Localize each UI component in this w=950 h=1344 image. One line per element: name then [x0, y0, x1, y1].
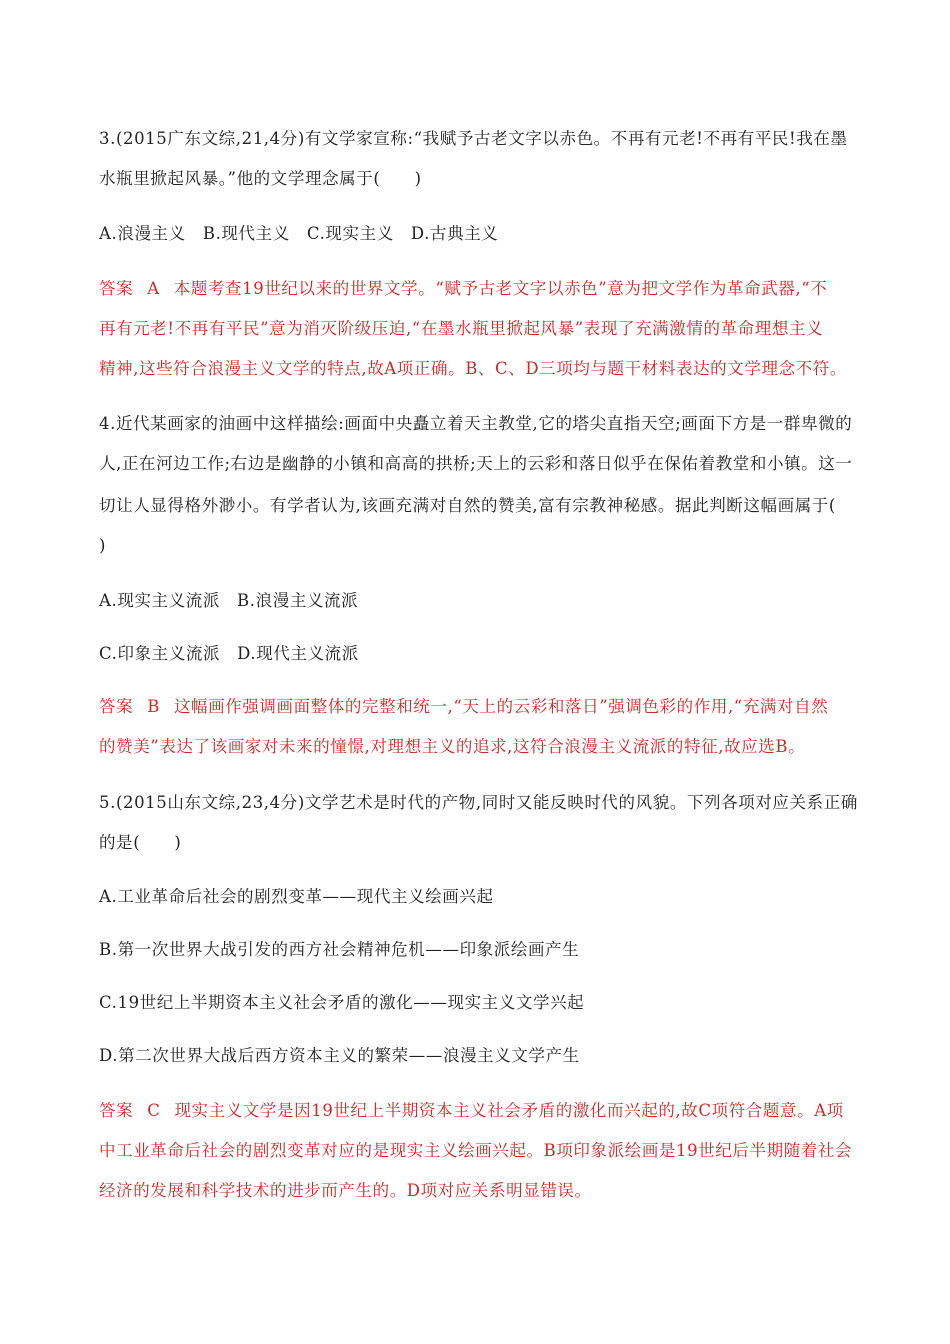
question-3-stem-line-2: 水瓶里掀起风暴。”他的文学理念属于( )	[99, 169, 422, 188]
question-3-answer-line-3: 精神,这些符合浪漫主义文学的特点,故A项正确。B、C、D三项均与题干材料表达的文学理念不符。	[99, 359, 847, 378]
question-4-answer-line-1	[99, 696, 828, 718]
question-3-options: A.浪漫主义 B.现代主义 C.现实主义 D.古典主义	[99, 224, 499, 243]
question-3-answer-line-1	[99, 278, 827, 300]
answer-label: 答案	[99, 279, 134, 298]
answer-label: 答案	[99, 697, 134, 716]
answer-explanation: 本题考查19世纪以来的世界文学。“赋予古老文字以赤色”意为把文学作为革命武器,“不	[173, 279, 828, 298]
question-5-option-b: B.第一次世界大战引发的西方社会精神危机——印象派绘画产生	[99, 940, 580, 959]
question-4-answer-line-2: 的赞美”表达了该画家对未来的憧憬,对理想主义的追求,这符合浪漫主义流派的特征,故应选B。	[99, 737, 806, 756]
answer-explanation: 现实主义文学是因19世纪上半期资本主义社会矛盾的激化而兴起的,故C项符合题意。A项	[174, 1101, 844, 1120]
question-5-option-c: C.19世纪上半期资本主义社会矛盾的激化——现实主义文学兴起	[99, 993, 585, 1012]
question-3-answer-line-2: 再有元老!不再有平民”意为消灭阶级压迫,“在墨水瓶里掀起风暴”表现了充满激情的革命理想主义	[99, 319, 824, 338]
question-5-answer-line-1	[99, 1100, 844, 1122]
question-4-stem-line-3: 切让人显得格外渺小。有学者认为,该画充满对自然的赞美,富有宗教神秘感。据此判断这幅画属于(	[99, 496, 836, 515]
question-4-options-line-2: C.印象主义流派 D.现代主义流派	[99, 644, 359, 663]
question-4-options-line-1: A.现实主义流派 B.浪漫主义流派	[99, 591, 359, 610]
answer-choice: B	[147, 697, 160, 716]
question-4-stem-line-2: 人,正在河边工作;右边是幽静的小镇和高高的拱桥;天上的云彩和落日似乎在保佑着教堂和小镇。这一	[99, 454, 853, 473]
answer-explanation: 这幅画作强调画面整体的完整和统一,“天上的云彩和落日”强调色彩的作用,“充满对自然	[173, 697, 829, 716]
question-5-option-a: A.工业革命后社会的剧烈变革——现代主义绘画兴起	[99, 887, 494, 906]
question-4-stem-line-1: 4.近代某画家的油画中这样描绘:画面中央矗立着天主教堂,它的塔尖直指天空;画面下方是一群卑微的	[99, 414, 853, 433]
question-5-answer-line-2: 中工业革命后社会的剧烈变革对应的是现实主义绘画兴起。B项印象派绘画是19世纪后半期随着社会	[99, 1141, 853, 1160]
question-4-stem-line-4: )	[99, 536, 107, 555]
answer-label: 答案	[99, 1101, 134, 1120]
question-5-option-d: D.第二次世界大战后西方资本主义的繁荣——浪漫主义文学产生	[99, 1046, 580, 1065]
question-5-stem-line-1: 5.(2015山东文综,23,4分)文学艺术是时代的产物,同时又能反映时代的风貌。下列各项对应关系正确	[99, 793, 858, 812]
question-5-answer-line-3: 经济的发展和科学技术的进步而产生的。D项对应关系明显错误。	[99, 1181, 592, 1200]
answer-choice: C	[147, 1101, 161, 1120]
question-5-stem-line-2: 的是( )	[99, 833, 182, 852]
answer-choice: A	[147, 279, 160, 298]
question-3-stem-line-1: 3.(2015广东文综,21,4分)有文学家宣称:“我赋予古老文字以赤色。不再有元老!不再有平民!我在墨	[99, 129, 848, 148]
